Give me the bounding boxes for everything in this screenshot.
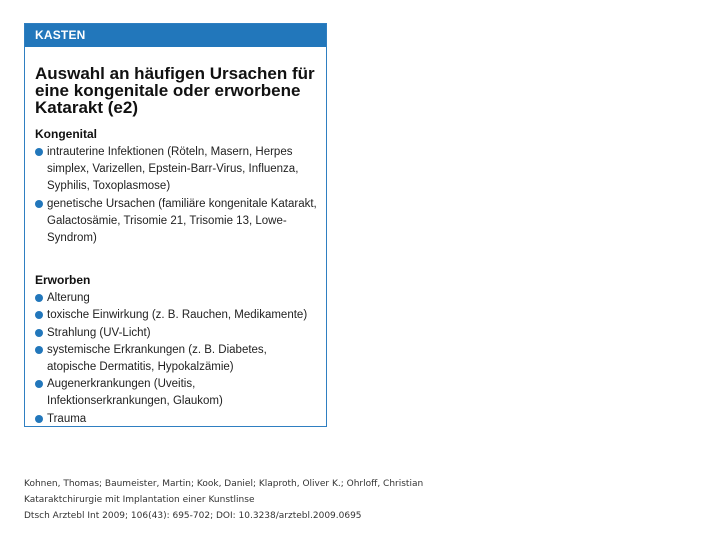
bullet-icon (35, 346, 43, 354)
bullet-icon (35, 380, 43, 388)
box-title (35, 65, 316, 116)
citation-journal: Dtsch Arztebl Int 2009; 106(43): 695-702; DOI: 10.3238/arztebl.2009.0695 (24, 511, 362, 521)
list-kongenital (25, 144, 326, 247)
list-erworben (25, 290, 326, 428)
list-item: Strahlung (UV-Licht) (35, 325, 326, 342)
box-header: KASTEN (25, 24, 326, 47)
bullet-icon (35, 415, 43, 423)
list-item: systemische Erkrankungen (z. B. Diabetes, atopische Dermatitis, Hypokalzämie) (35, 342, 326, 376)
bullet-icon (35, 294, 43, 302)
info-box (24, 23, 327, 427)
citation-article-title: Kataraktchirurgie mit Implantation einer Kunstlinse (24, 495, 255, 505)
list-item: Alterung (35, 290, 326, 307)
section-title-kongenital: Kongenital (35, 127, 97, 141)
bullet-icon (35, 311, 43, 319)
citation (24, 476, 423, 524)
section-title-erworben: Erworben (35, 273, 91, 288)
box-title-line: Auswahl an häufigen Ursachen für (35, 64, 315, 83)
citation-authors: Kohnen, Thomas; Baumeister, Martin; Kook, Daniel; Klaproth, Oliver K.; Ohrloff, Christian (24, 479, 424, 489)
list-item: genetische Ursachen (familiäre kongenitale Katarakt, Galactosämie, Trisomie 21, Trisomie 13, Lowe-Syndrom) (35, 196, 326, 248)
list-item: Augenerkrankungen (Uveitis, Infektionserkrankungen, Glaukom) (35, 376, 326, 410)
box-title-line: eine kongenitale oder erworbene (35, 81, 301, 100)
list-item: toxische Einwirkung (z. B. Rauchen, Medikamente) (35, 307, 326, 324)
bullet-icon (35, 200, 43, 208)
box-title-line: Katarakt (e2) (35, 98, 138, 117)
bullet-icon (35, 148, 43, 156)
bullet-icon (35, 329, 43, 337)
list-item: intrauterine Infektionen (Röteln, Masern, Herpes simplex, Varizellen, Epstein-Barr-Virus, Influenza, Syphilis, Toxoplasmose) (35, 144, 326, 196)
list-item: Trauma (35, 411, 326, 428)
